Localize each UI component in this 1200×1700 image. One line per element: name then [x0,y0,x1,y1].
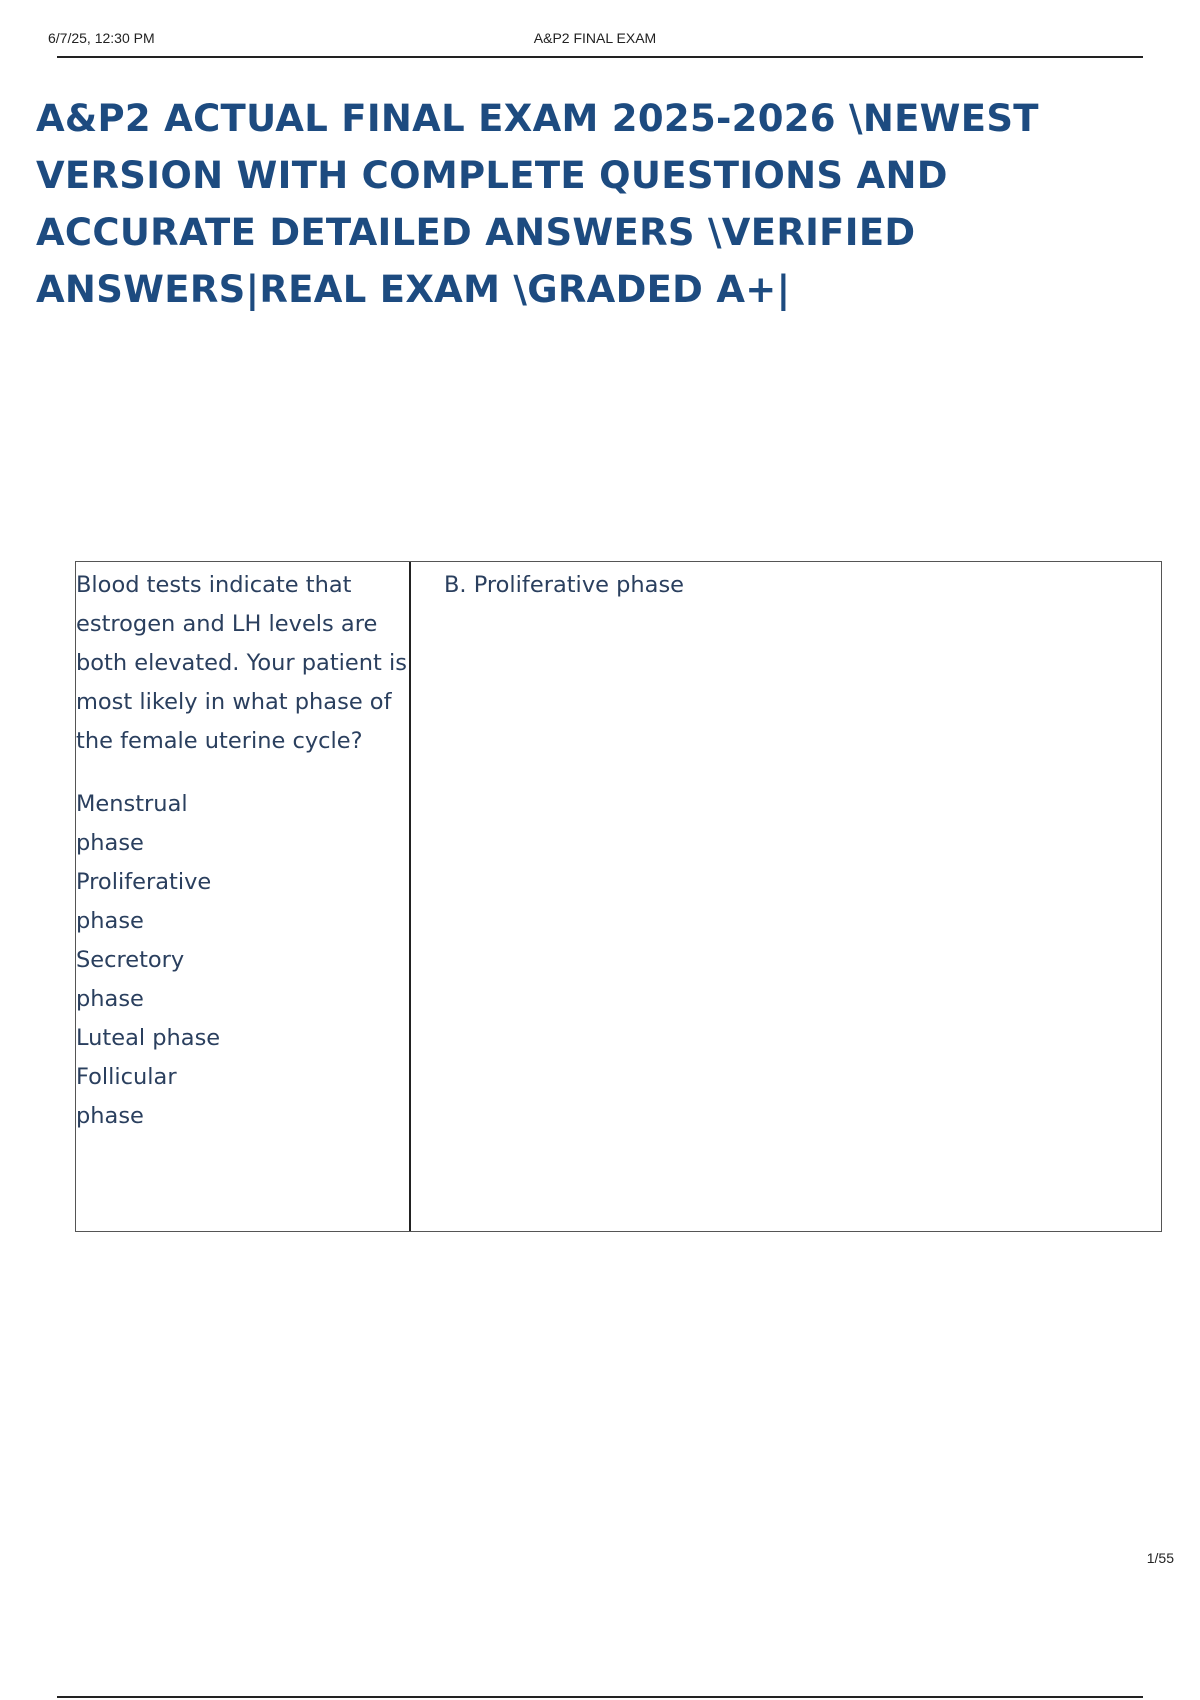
option-item: Secretory phase [76,947,185,1012]
footer-divider [57,1696,1143,1698]
question-cell [76,562,411,1231]
question-answer-table [75,561,1162,1232]
option-item: Luteal phase [76,1025,221,1051]
header-datetime: 6/7/25, 12:30 PM [48,30,155,46]
option-item: Proliferative phase [76,869,212,934]
answer-cell [411,562,1161,1231]
header-doc-name: A&P2 FINAL EXAM [533,30,657,46]
option-item: Follicular phase [76,1064,177,1129]
header-divider [57,56,1143,58]
page-number: 1/55 [1146,1550,1174,1566]
document-title: A&P2 ACTUAL FINAL EXAM 2025-2026 \NEWEST VERSION WITH COMPLETE QUESTIONS AND ACCURATE DETAILED ANSWERS \VERIFIED ANSWERS|REAL EXAM \GRADED A+| [36,97,1039,311]
answer-options [76,785,226,1136]
question-text: Blood tests indicate that estrogen and LH levels are both elevated. Your patient is most likely in what phase of the female uterine cycle? [76,572,407,754]
page-header [0,0,1200,58]
option-item: Menstrual phase [76,791,188,856]
answer-text: B. Proliferative phase [444,572,685,598]
